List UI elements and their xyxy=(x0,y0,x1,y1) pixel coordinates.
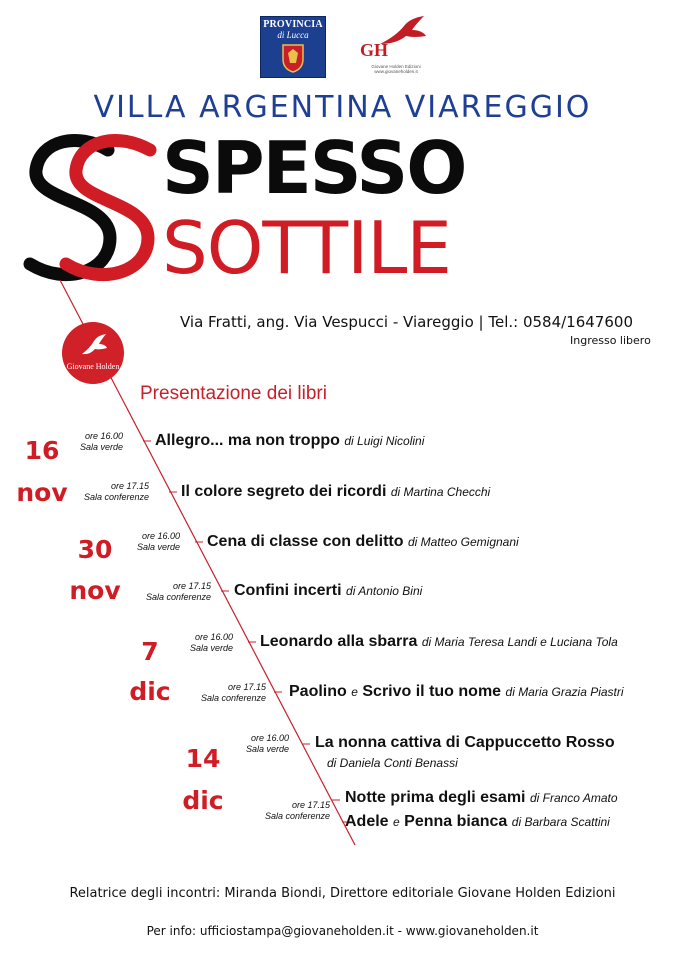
date-day: 7 xyxy=(141,637,159,666)
event-hour: ore 16.00 xyxy=(84,431,123,441)
title-joiner: e xyxy=(393,815,400,829)
book-title: Allegro... ma non troppo xyxy=(155,432,340,449)
speaker-credit: Relatrice degli incontri: Miranda Biondi, Direttore editoriale Giovane Holden Edizioni xyxy=(69,886,616,901)
event-entry xyxy=(345,813,610,831)
date-month: dic xyxy=(129,677,171,706)
event-room: Sala conferenze xyxy=(83,492,149,502)
section-title: Presentazione dei libri xyxy=(140,383,327,404)
book-author: di Antonio Bini xyxy=(346,584,423,598)
book-author: di Matteo Gemignani xyxy=(407,535,519,549)
event-entry xyxy=(289,683,624,701)
book-author: di Maria Grazia Piastri xyxy=(505,685,624,699)
book-title-2: Scrivo il tuo nome xyxy=(362,683,502,700)
provincia-logo-line1: PROVINCIA xyxy=(263,19,323,30)
book-author: di Martina Checchi xyxy=(390,485,491,499)
book-author: di Maria Teresa Landi e Luciana Tola xyxy=(421,635,618,649)
book-title-2: Penna bianca xyxy=(404,813,508,830)
contact-info: Per info: ufficiostampa@giovaneholden.it - www.giovaneholden.it xyxy=(146,924,539,938)
venue-address: Via Fratti, ang. Via Vespucci - Viareggio | Tel.: 0584/1647600 xyxy=(180,313,633,331)
date-month: nov xyxy=(16,478,68,507)
book-title: Adele xyxy=(345,813,389,830)
event-entry xyxy=(345,789,618,807)
black-s-shape xyxy=(30,140,110,274)
title-spesso: SPESSO xyxy=(162,126,466,210)
date-day: 16 xyxy=(24,436,60,465)
event-time xyxy=(190,632,233,654)
event-entry xyxy=(181,483,490,501)
event-time xyxy=(84,481,149,503)
event-hour: ore 17.15 xyxy=(172,581,211,591)
event-room: Sala verde xyxy=(136,542,180,552)
book-author: di Luigi Nicolini xyxy=(344,434,425,448)
event-entry xyxy=(260,633,618,651)
venue-title: VILLA ARGENTINA VIAREGGIO xyxy=(93,90,592,125)
giovane-holden-badge xyxy=(62,322,124,384)
event-time xyxy=(146,581,211,603)
event-entry xyxy=(234,582,422,600)
event-entry-author-line xyxy=(327,754,458,772)
event-room: Sala verde xyxy=(245,744,289,754)
event-hour: ore 16.00 xyxy=(141,531,180,541)
book-title: Confini incerti xyxy=(234,582,342,599)
event-room: Sala verde xyxy=(189,643,233,653)
book-author: di Barbara Scattini xyxy=(511,815,610,829)
event-room: Sala conferenze xyxy=(264,811,330,821)
book-author: di Daniela Conti Benassi xyxy=(327,756,458,770)
event-time xyxy=(201,682,266,704)
entry-note: Ingresso libero xyxy=(570,334,651,347)
title-sottile: SOTTILE xyxy=(162,206,451,290)
date-month: dic xyxy=(182,786,224,815)
event-time xyxy=(80,431,123,453)
book-title: Paolino xyxy=(289,683,347,700)
book-author: di Franco Amato xyxy=(529,791,618,805)
book-title: La nonna cattiva di Cappuccetto Rosso xyxy=(315,734,615,751)
event-hour: ore 17.15 xyxy=(291,800,330,810)
event-entry xyxy=(207,533,519,551)
event-hour: ore 16.00 xyxy=(194,632,233,642)
event-time xyxy=(137,531,180,553)
bird-icon xyxy=(80,332,108,358)
event-room: Sala conferenze xyxy=(145,592,211,602)
provincia-logo-line2: di Lucca xyxy=(277,30,309,40)
event-time xyxy=(265,800,330,822)
gh-url: www.giovaneholden.it xyxy=(374,69,418,74)
book-title: Il colore segreto dei ricordi xyxy=(181,483,387,500)
event-hour: ore 17.15 xyxy=(110,481,149,491)
event-room: Sala conferenze xyxy=(200,693,266,703)
event-entry xyxy=(155,432,424,450)
gh-monogram: GH xyxy=(360,40,389,60)
book-title: Leonardo alla sbarra xyxy=(260,633,418,650)
book-title: Cena di classe con delitto xyxy=(207,533,404,550)
date-month: nov xyxy=(69,576,121,605)
event-room: Sala verde xyxy=(79,442,123,452)
event-entry xyxy=(315,734,615,752)
badge-label: Giovane Holden xyxy=(66,362,120,371)
gh-publisher: Giovane Holden Edizioni xyxy=(371,64,421,69)
event-time xyxy=(246,733,289,755)
event-hour: ore 17.15 xyxy=(227,682,266,692)
date-day: 14 xyxy=(185,744,221,773)
event-hour: ore 16.00 xyxy=(250,733,289,743)
book-title: Notte prima degli esami xyxy=(345,789,526,806)
date-day: 30 xyxy=(77,535,113,564)
title-joiner: e xyxy=(351,685,358,699)
